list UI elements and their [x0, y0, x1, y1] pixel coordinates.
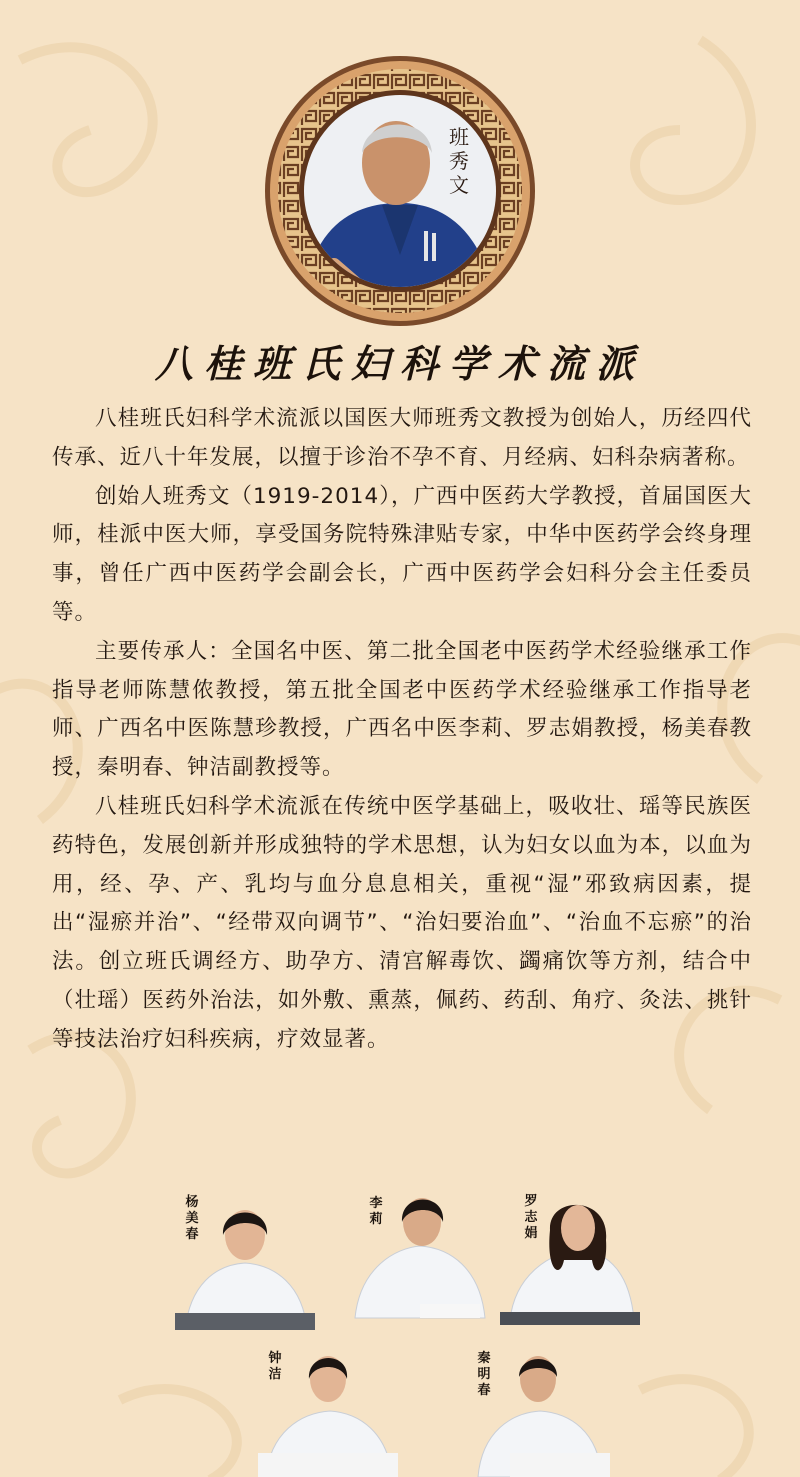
doctor-name: 杨美春: [185, 1195, 199, 1242]
founder-portrait-medallion: [264, 55, 536, 327]
founder-portrait: [264, 55, 536, 327]
doctor-name: 李莉: [369, 1196, 383, 1227]
founder-name-label: 班秀文: [449, 125, 469, 197]
paragraph-intro: 八桂班氏妇科学术流派以国医大师班秀文教授为创始人，历经四代传承、近八十年发展，以擅于诊治不孕不育、月经病、妇科杂病著称。: [52, 406, 752, 470]
paragraph-founder: 创始人班秀文（1919-2014），广西中医药大学教授，首届国医大师，桂派中医大师，享受国务院特殊津贴专家，中华中医药学会终身理事，曾任广西中医药学会副会长，广西中医药学会妇科分会主任委员等。: [52, 483, 752, 625]
doctor-card: [258, 1343, 398, 1477]
paragraph-inheritors: 主要传承人：全国名中医、第二批全国老中医药学术经验继承工作指导老师陈慧侬教授，第五批全国老中医药学术经验继承工作指导老师、广西名中医陈慧珍教授，广西名中医李莉、罗志娟教授，杨美春教授，秦明春、钟洁副教授等。: [52, 638, 752, 781]
page-title: 八桂班氏妇科学术流派: [154, 341, 645, 386]
doctor-photo: [500, 1190, 640, 1325]
doctor-name: 秦明春: [477, 1351, 491, 1398]
doctor-name: 钟洁: [268, 1351, 282, 1382]
doctor-card: [175, 1195, 315, 1330]
doctor-card: [350, 1188, 490, 1323]
paragraph-academic-thought: 八桂班氏妇科学术流派在传统中医学基础上，吸收壮、瑶等民族医药特色，发展创新并形成独特的学术思想，认为妇女以血为本，以血为用，经、孕、产、乳均与血分息息相关，重视“湿”邪致病因素，提出“湿瘀并治”、“经带双向调节”、“治妇要治血”、“治血不忘瘀”的治法。创立班氏调经方、助孕方、清宫解毒饮、蠲痛饮等方剂，结合中（壮瑶）医药外治法，如外敷、熏蒸，佩药、药刮、角疗、灸法、挑针等技法治疗妇科疾病，疗效显著。: [52, 793, 752, 1052]
doctor-card: [500, 1190, 640, 1325]
doctor-name: 罗志娟: [524, 1194, 538, 1241]
doctor-card: [470, 1343, 610, 1477]
article-body: [52, 400, 752, 1060]
